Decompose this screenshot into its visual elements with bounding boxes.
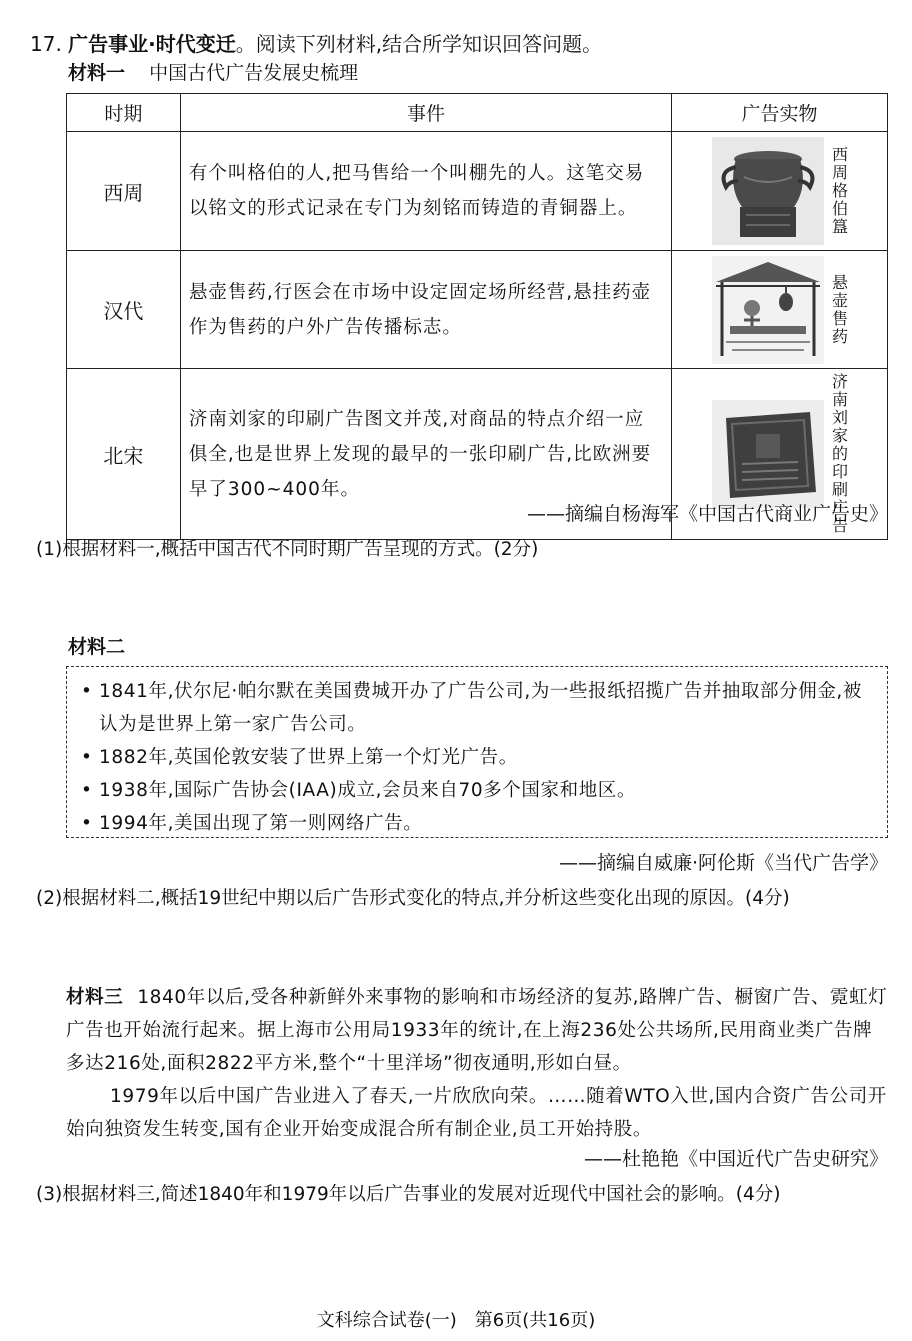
list-item: • 1938年,国际广告协会(IAA)成立,会员来自70多个国家和地区。 xyxy=(81,774,873,807)
bronze-vessel-icon xyxy=(712,137,824,245)
list-item: • 1841年,伏尔尼·帕尔默在美国费城开办了广告公司,为一些报纸招揽广告并抽取部分佣金,被认为是世界上第一家广告公司。 xyxy=(81,675,873,741)
question-1: (1)根据材料一,概括中国古代不同时期广告呈现的方式。(2分) xyxy=(36,539,539,560)
artifact-cell xyxy=(672,132,888,251)
event-cell: 悬壶售药,行医会在市场中设定固定场所经营,悬挂药壶作为售药的户外广告传播标志。 xyxy=(180,251,671,369)
artifact-caption: 济南刘家的印刷广告 xyxy=(829,373,849,535)
table-row xyxy=(67,132,888,251)
material1-heading xyxy=(68,58,358,85)
material2-box xyxy=(66,666,888,838)
material1-source: ——摘编自杨海军《中国古代商业广告史》 xyxy=(526,503,888,525)
list-item: • 1994年,美国出现了第一则网络广告。 xyxy=(81,807,873,840)
question-instruction: 。阅读下列材料,结合所学知识回答问题。 xyxy=(235,32,603,56)
material3-block xyxy=(66,981,890,1146)
history-table xyxy=(66,93,888,540)
header-artifact: 广告实物 xyxy=(672,94,888,132)
material3-label: 材料三 xyxy=(66,987,124,1008)
question-topic: 广告事业·时代变迁 xyxy=(68,32,236,56)
material2-source: ——摘编自威廉·阿伦斯《当代广告学》 xyxy=(558,852,888,874)
question-3: (3)根据材料三,简述1840年和1979年以后广告事业的发展对近现代中国社会的影响。(4分) xyxy=(36,1184,781,1205)
table-header-row xyxy=(67,94,888,132)
market-stall-sketch-icon xyxy=(712,256,824,364)
material1-label: 材料一 xyxy=(68,62,126,84)
header-period: 时期 xyxy=(67,94,181,132)
question-2: (2)根据材料二,概括19世纪中期以后广告形式变化的特点,并分析这些变化出现的原因。(4分) xyxy=(36,888,790,909)
material3-paragraph-1: 材料三 1840年以后,受各种新鲜外来事物的影响和市场经济的复苏,路牌广告、橱窗广告、霓虹灯广告也开始流行起来。据上海市公用局1933年的统计,在上海236处公共场所,民用商业类广告牌多达216处,面积2822平方米,整个“十里洋场”彻夜通明,形如白昼。 xyxy=(66,987,888,1074)
material2-label: 材料二 xyxy=(68,636,126,658)
question-number: 17. xyxy=(30,32,62,56)
header-event: 事件 xyxy=(180,94,671,132)
period-cell: 西周 xyxy=(67,132,181,251)
list-item: • 1882年,英国伦敦安装了世界上第一个灯光广告。 xyxy=(81,741,873,774)
period-cell: 北宋 xyxy=(67,369,181,540)
question-heading xyxy=(30,28,602,57)
printing-plate-icon xyxy=(712,400,824,508)
event-cell: 济南刘家的印刷广告图文并茂,对商品的特点介绍一应俱全,也是世界上发现的最早的一张印刷广告,比欧洲要早了300~400年。 xyxy=(180,369,671,540)
material1-title: 中国古代广告发展史梳理 xyxy=(149,62,359,84)
artifact-cell xyxy=(672,251,888,369)
table-row xyxy=(67,251,888,369)
period-cell: 汉代 xyxy=(67,251,181,369)
artifact-caption: 西周格伯簋 xyxy=(829,146,849,236)
event-cell: 有个叫格伯的人,把马售给一个叫棚先的人。这笔交易以铭文的形式记录在专门为刻铭而铸造的青铜器上。 xyxy=(180,132,671,251)
material3-paragraph-2: 1979年以后中国广告业进入了春天,一片欣欣向荣。……随着WTO入世,国内合资广告公司开始向独资发生转变,国有企业开始变成混合所有制企业,员工开始持股。 xyxy=(66,1086,887,1140)
artifact-caption: 悬壶售药 xyxy=(829,273,849,346)
page-footer: 文科综合试卷(一) 第6页(共16页) xyxy=(316,1310,596,1331)
material3-source: ——杜艳艳《中国近代广告史研究》 xyxy=(583,1148,888,1170)
